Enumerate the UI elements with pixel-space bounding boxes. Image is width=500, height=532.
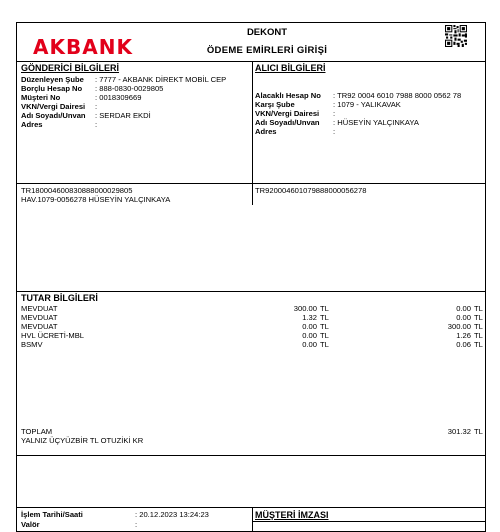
amount-debit: 0.00 <box>302 340 317 349</box>
currency-label: TL <box>474 427 483 436</box>
sender-value: : <box>95 102 98 111</box>
sender-value: : 888-0830-0029805 <box>95 84 164 93</box>
amount-debit: 0.00 <box>302 322 317 331</box>
sender-label: Adı Soyadı/Unvan <box>21 111 86 120</box>
receiver-value: : HÜSEYİN YALÇINKAYA <box>333 118 419 127</box>
sender-value: : 0018309669 <box>95 93 142 102</box>
customer-signature-title: MÜŞTERİ İMZASI <box>255 510 329 520</box>
amount-row-label: MEVDUAT <box>21 304 58 313</box>
divider-amounts <box>17 455 485 456</box>
sender-label: VKN/Vergi Dairesi <box>21 102 86 111</box>
amount-row-label: BSMV <box>21 340 43 349</box>
sender-label: Müşteri No <box>21 93 61 102</box>
amounts-title: TUTAR BİLGİLERİ <box>21 293 98 303</box>
divider-footer <box>17 507 485 508</box>
transfer-note: HAV.1079-0056278 HÜSEYİN YALÇINKAYA <box>21 195 171 204</box>
currency-label: TL <box>474 322 483 331</box>
transaction-date-label: İşlem Tarihi/Saati <box>21 510 83 519</box>
total-value: 301.32 <box>447 427 471 436</box>
amount-row-label: MEVDUAT <box>21 313 58 322</box>
signature-underline <box>252 521 485 522</box>
akbank-logo: AKBANK <box>33 35 133 59</box>
sender-title: GÖNDERİCİ BİLGİLERİ <box>21 63 120 73</box>
currency-label: TL <box>474 313 483 322</box>
currency-label: TL <box>320 304 329 313</box>
divider-footer-vertical <box>252 507 253 532</box>
transaction-date-value: : 20.12.2023 13:24:23 <box>135 510 209 519</box>
document-title: DEKONT <box>246 27 288 38</box>
sender-label: Düzenleyen Şube <box>21 75 84 84</box>
sender-iban: TR180004600830888000029805 <box>21 186 133 195</box>
receiver-value: : TR92 0004 6010 7988 8000 0562 78 <box>333 91 462 100</box>
receiver-label: Alacaklı Hesap No <box>255 91 321 100</box>
divider-description <box>17 291 485 292</box>
receipt-header <box>17 23 485 61</box>
sender-value: : SERDAR EKDİ <box>95 111 151 120</box>
amount-debit: 0.00 <box>302 331 317 340</box>
receiver-value: : <box>333 109 336 118</box>
value-date-value: : <box>135 520 138 529</box>
amount-credit: 0.00 <box>456 304 471 313</box>
qr-code-icon <box>445 25 467 47</box>
amount-row-label: HVL ÜCRETİ-MBL <box>21 331 85 340</box>
document-subtitle: ÖDEME EMİRLERİ GİRİŞİ <box>206 45 328 56</box>
receiver-label: Karşı Şube <box>255 100 295 109</box>
value-date-label: Valör <box>21 520 40 529</box>
currency-label: TL <box>474 331 483 340</box>
receiver-label: Adres <box>255 127 277 136</box>
amount-credit: 0.06 <box>456 340 471 349</box>
receiver-value: : <box>333 127 336 136</box>
total-in-words: YALNIZ ÜÇYÜZBİR TL OTUZİKİ KR <box>21 436 144 445</box>
sender-value: : <box>95 120 98 129</box>
currency-label: TL <box>320 331 329 340</box>
total-label: TOPLAM <box>21 427 53 436</box>
receiver-value: : 1079 - YALIKAVAK <box>333 100 401 109</box>
currency-label: TL <box>320 322 329 331</box>
amount-row-label: MEVDUAT <box>21 322 58 331</box>
receiver-iban: TR920004601079888000056278 <box>255 186 367 195</box>
receiver-label: Adı Soyadı/Unvan <box>255 118 320 127</box>
currency-label: TL <box>320 340 329 349</box>
currency-label: TL <box>474 340 483 349</box>
sender-label: Borçlu Hesap No <box>21 84 83 93</box>
currency-label: TL <box>474 304 483 313</box>
sender-value: : 7777 - AKBANK DİREKT MOBİL CEP <box>95 75 227 84</box>
amount-debit: 1.32 <box>302 313 317 322</box>
sender-label: Adres <box>21 120 43 129</box>
amount-debit: 300.00 <box>293 304 317 313</box>
receiver-title: ALICI BİLGİLERİ <box>255 63 326 73</box>
divider-header <box>17 61 485 62</box>
receipt-document <box>16 22 486 532</box>
amount-credit: 1.26 <box>456 331 471 340</box>
amount-credit: 300.00 <box>447 322 471 331</box>
receiver-label: VKN/Vergi Dairesi <box>255 109 320 118</box>
divider-info <box>17 183 485 184</box>
currency-label: TL <box>320 313 329 322</box>
amount-credit: 0.00 <box>456 313 471 322</box>
